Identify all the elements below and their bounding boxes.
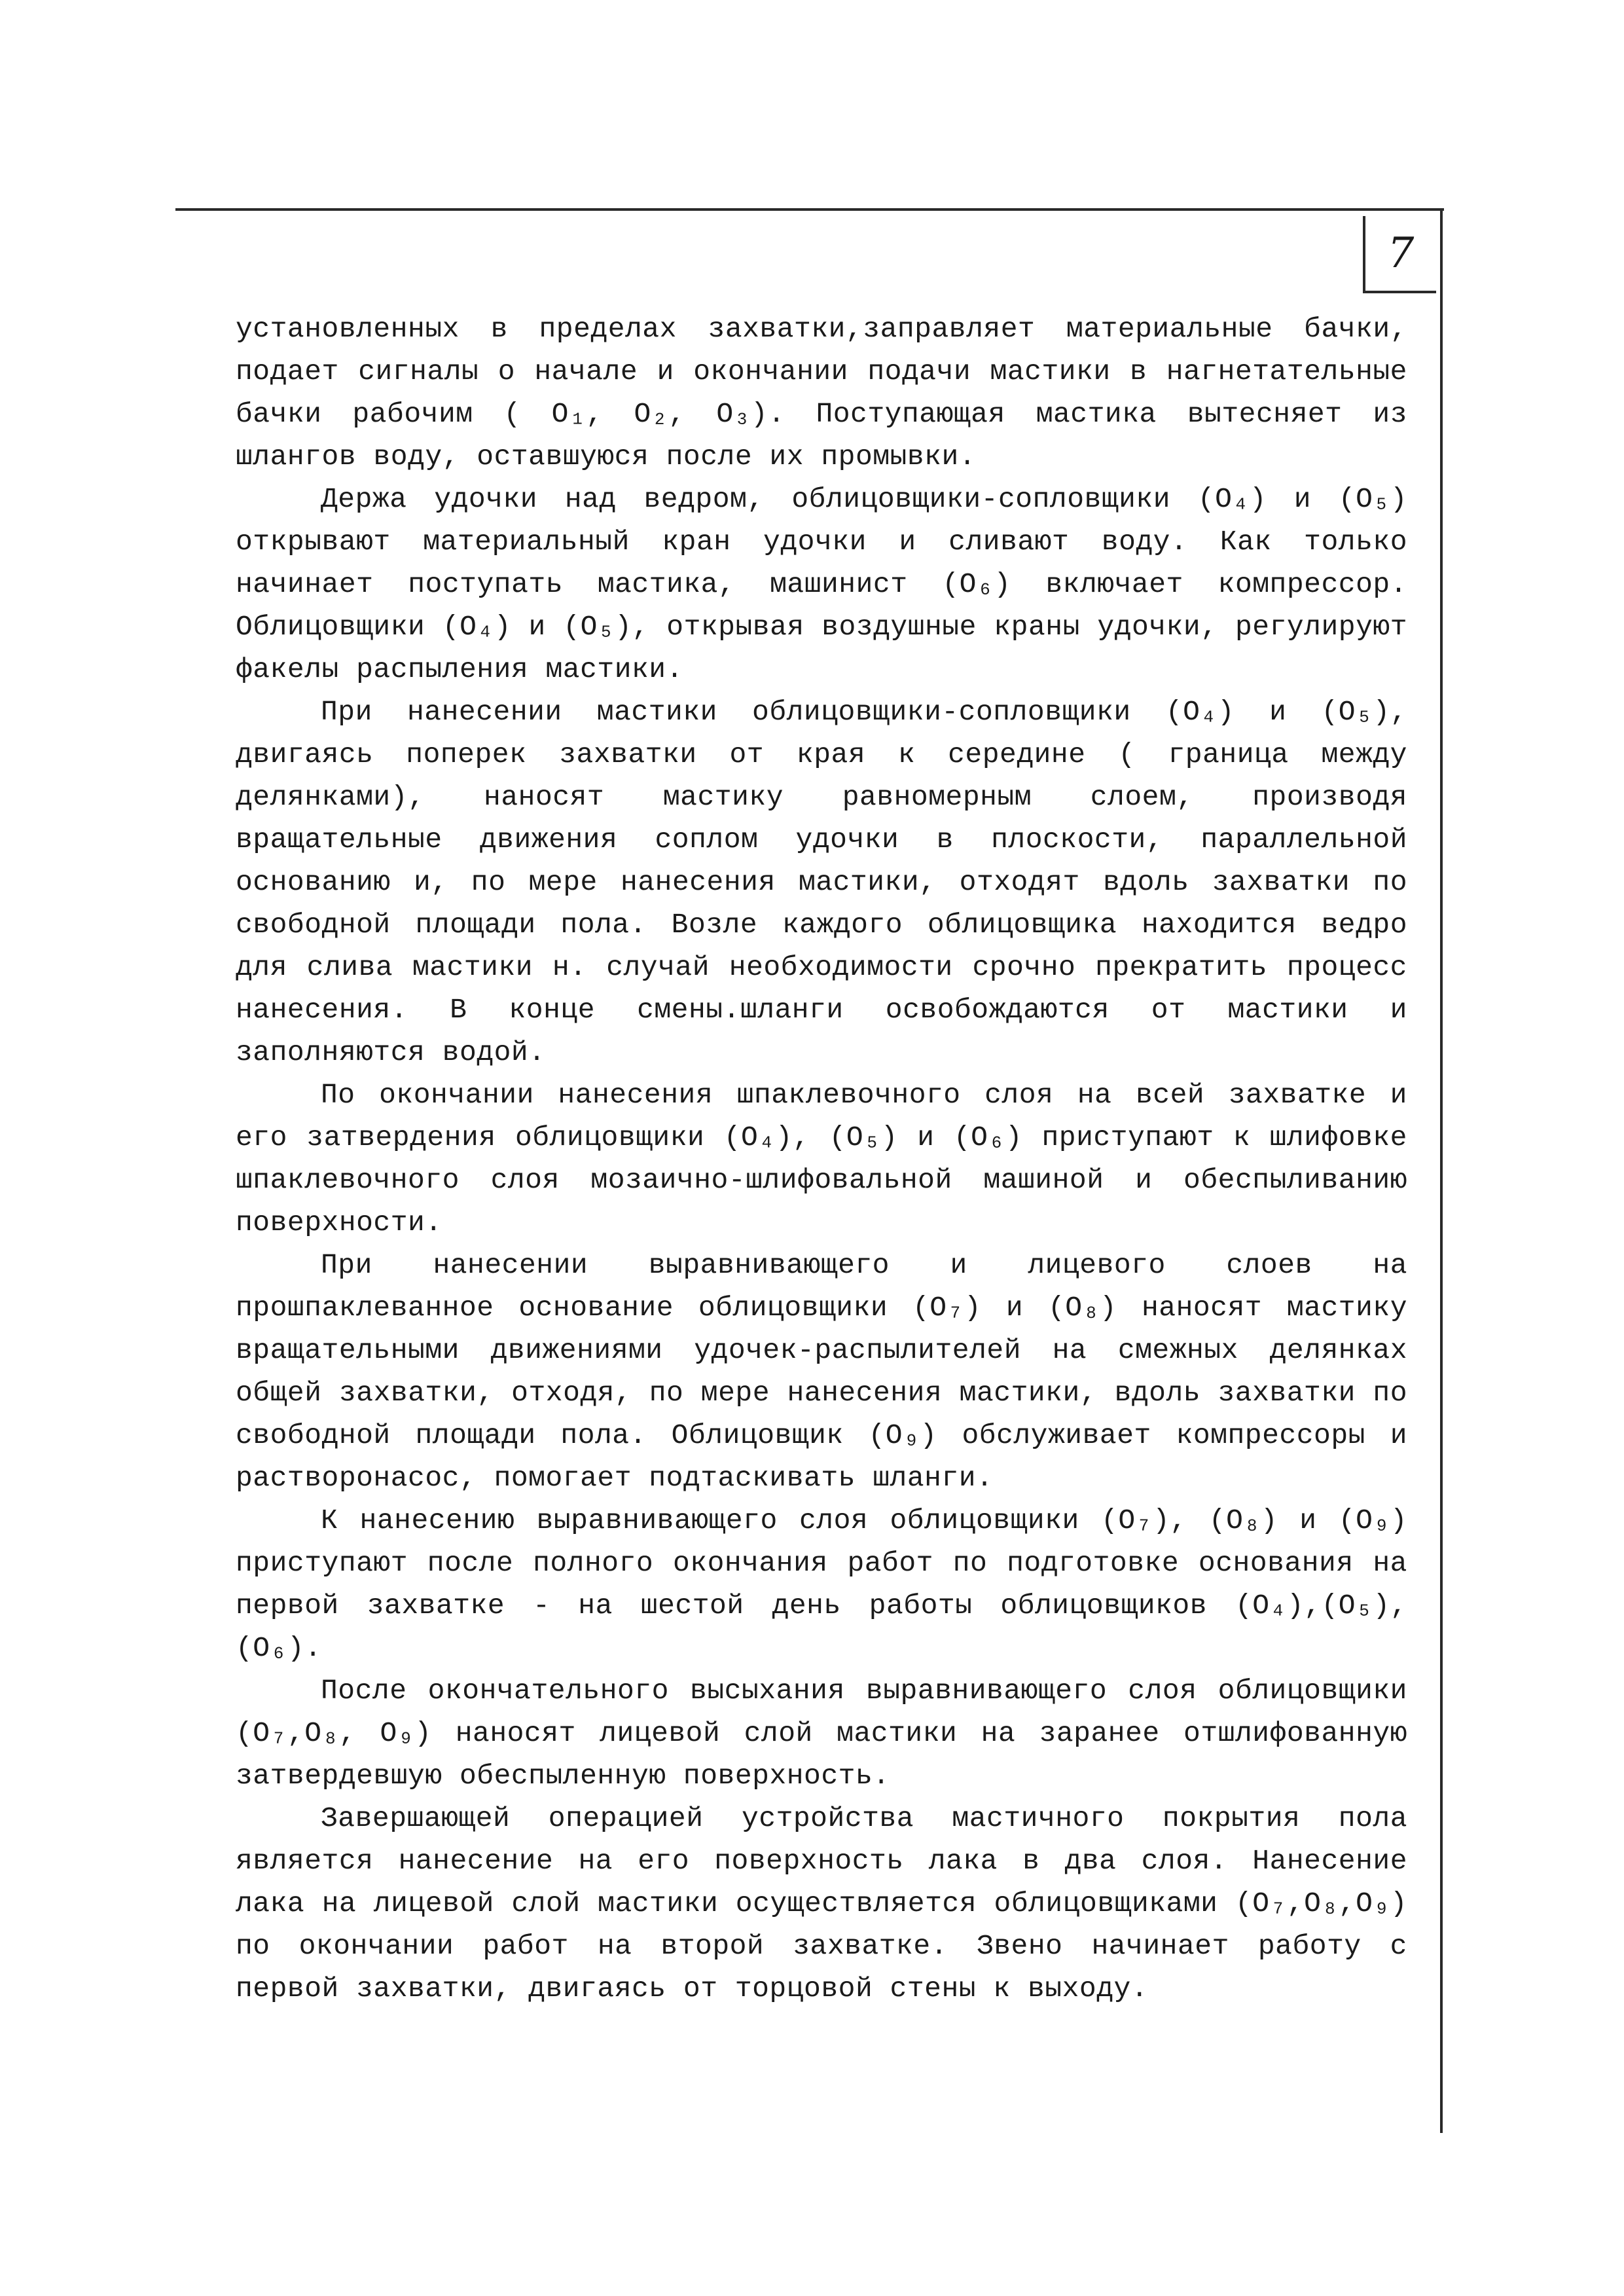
paragraph: К нанесению выравнивающего слоя облицовщики (О₇), (О₈) и (О₉) приступают после полного окончания работ по подготовке основания на первой захватке - на шестой день работы облицовщиков (О₄),(О₅), (О₆). (236, 1504, 1407, 1664)
paragraph: Держа удочки над ведром, облицовщики-сопловщики (О₄) и (О₅) открывают материальный кран удочки и сливают воду. Как только начинает поступать мастика, машинист (О₆) включает компрессор. Облицовщики (О₄) и (О₅), открывая воздушные краны удочки, регулируют факелы распыления мастики. (236, 483, 1407, 685)
paragraph-continuation: установленных в пределах захватки,заправляет материальные бачки, подает сигналы о начале и окончании подачи мастики в нагнетательные бачки рабочим ( О₁, О₂, О₃). Поступающая мастика вытесняет из шлангов воду, оставшуюся после их промывки. (236, 313, 1407, 473)
page-number: 7 (1387, 229, 1415, 278)
paragraph: При нанесении мастики облицовщики-сопловщики (О₄) и (О₅), двигаясь поперек захватки от края к середине ( граница между делянками), наносят мастику равномерным слоем, производя вращательные движения соплом удочки в плоскости, параллельной основанию и, по мере нанесения мастики, отходят вдоль захватки по свободной площади пола. Возле каждого облицовщика находится ведро для слива мастики н. случай необходимости срочно прекратить процесс нанесения. В конце смены.шланги освобождаются от мастики и заполняются водой. (236, 696, 1407, 1068)
page-number-box (1363, 216, 1436, 293)
paragraph: При нанесении выравнивающего и лицевого слоев на прошпаклеванное основание облицовщики (О₇) и (О₈) наносят мастику вращательными движениями удочек-распылителей на смежных делянках общей захватки, отходя, по мере нанесения мастики, вдоль захватки по свободной площади пола. Облицовщик (О₉) обслуживает компрессоры и растворонасос, помогает подтаскивать шланги. (236, 1249, 1407, 1494)
right-margin-rule (1440, 208, 1443, 2133)
paragraph: После окончательного высыхания выравнивающего слоя облицовщики (О₇,О₈, О₉) наносят лицевой слой мастики на заранее отшлифованную затвердевшую обеспыленную поверхность. (236, 1675, 1407, 1792)
body-text (236, 308, 1407, 2010)
paragraph: По окончании нанесения шпаклевочного слоя на всей захватке и его затвердения облицовщики (О₄), (О₅) и (О₆) приступают к шлифовке шпаклевочного слоя мозаично-шлифовальной машиной и обеспыливанию поверхности. (236, 1079, 1407, 1239)
paragraph: Завершающей операцией устройства мастичного покрытия пола является нанесение на его поверхность лака в два слоя. Нанесение лака на лицевой слой мастики осуществляется облицовщиками (О₇,О₈,О₉) по окончании работ на второй захватке. Звено начинает работу с первой захватки, двигаясь от торцовой стены к выходу. (236, 1802, 1407, 2005)
top-rule (175, 208, 1444, 211)
